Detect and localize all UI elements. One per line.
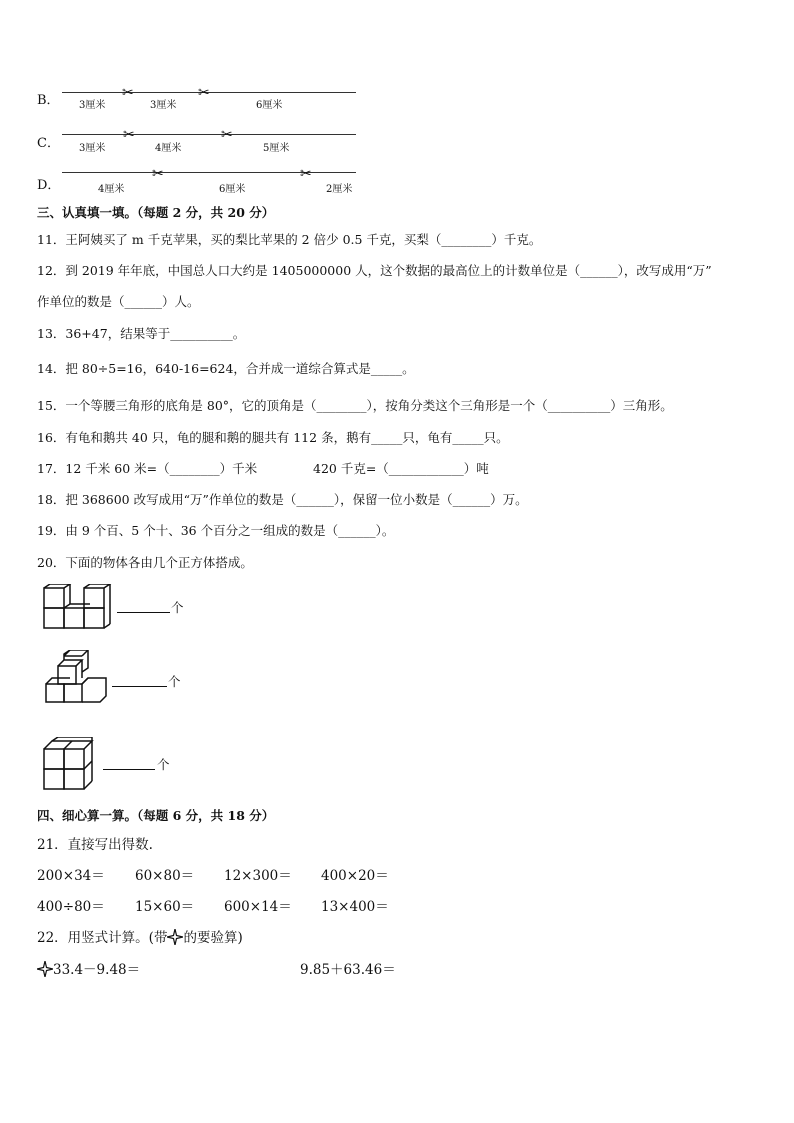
option-c-line (62, 134, 356, 135)
calc-item: 60×80＝ (135, 868, 195, 884)
question-18: 18．把 368600 改写成用“万”作单位的数是（______），保留一位小数是（______）万。 (37, 492, 528, 507)
cube-figure-3 (42, 737, 100, 793)
question-15: 15．一个等腰三角形的底角是 80°，它的顶角是（________），按角分类这个三角形是一个（__________）三角形。 (37, 398, 673, 413)
question-12-line2: 作单位的数是（______）人。 (37, 294, 200, 309)
question-19: 19．由 9 个百、5 个十、36 个百分之一组成的数是（______）。 (37, 523, 395, 538)
scissors-icon: ✂ (123, 127, 135, 143)
unit-label: 个 (171, 600, 184, 615)
calc-item: 200×34＝ (37, 868, 105, 884)
section-4-title: 四、细心算一算。（每题 6 分，共 18 分） (37, 808, 275, 823)
vertical-calc-right: 9.85＋63.46＝ (300, 962, 396, 978)
section-3-title: 三、认真填一填。（每题 2 分，共 20 分） (37, 205, 275, 220)
segment-label: 6厘米 (256, 100, 283, 111)
segment-label: 3厘米 (150, 100, 177, 111)
vertical-calc-left-expr: 33.4－9.48＝ (53, 962, 141, 978)
question-13: 13．36+47，结果等于__________。 (37, 326, 246, 341)
question-22-title-tail: 的要验算) (183, 930, 243, 946)
scissors-icon: ✂ (152, 166, 164, 182)
option-d-line (62, 172, 356, 173)
cube-figure-1 (42, 584, 112, 632)
segment-label: 3厘米 (79, 143, 106, 154)
four-point-star-icon (37, 961, 53, 981)
question-17-part1: 17．12 千米 60 米=（________）千米 (37, 461, 258, 476)
cube-figure-2 (44, 650, 108, 708)
question-22-title-text: 22．用竖式计算。(带 (37, 930, 168, 946)
scissors-icon: ✂ (221, 127, 233, 143)
question-22-title (37, 926, 243, 949)
scissors-icon: ✂ (198, 85, 210, 101)
answer-blank-1[interactable] (117, 612, 170, 613)
option-c-letter: C． (37, 136, 60, 151)
segment-label: 4厘米 (155, 143, 182, 154)
scissors-icon: ✂ (300, 166, 312, 182)
question-17-part2: 420 千克=（____________）吨 (313, 461, 489, 476)
question-11: 11．王阿姨买了 m 千克苹果，买的梨比苹果的 2 倍少 0.5 千克，买梨（________）千克。 (37, 232, 542, 247)
option-b-letter: B． (37, 93, 60, 108)
segment-label: 2厘米 (326, 184, 353, 195)
question-21-title: 21．直接写出得数. (37, 837, 153, 853)
calc-item: 13×400＝ (321, 899, 389, 915)
answer-blank-3[interactable] (103, 769, 155, 770)
question-16: 16．有龟和鹅共 40 只，龟的腿和鹅的腿共有 112 条，鹅有_____只，龟有_____只。 (37, 430, 509, 445)
unit-label: 个 (168, 674, 181, 689)
four-point-star-icon (167, 929, 183, 949)
scissors-icon: ✂ (122, 85, 134, 101)
calc-item: 400÷80＝ (37, 899, 105, 915)
segment-label: 5厘米 (263, 143, 290, 154)
segment-label: 6厘米 (219, 184, 246, 195)
option-d-letter: D． (37, 178, 61, 193)
vertical-calc-left (37, 958, 140, 981)
segment-label: 4厘米 (98, 184, 125, 195)
calc-item: 400×20＝ (321, 868, 389, 884)
calc-item: 15×60＝ (135, 899, 195, 915)
calc-item: 600×14＝ (224, 899, 292, 915)
question-14: 14．把 80÷5=16，640-16=624，合并成一道综合算式是_____。 (37, 361, 415, 376)
question-20: 20．下面的物体各由几个正方体搭成。 (37, 555, 253, 570)
unit-label: 个 (157, 757, 170, 772)
question-12-line1: 12．到 2019 年年底，中国总人口大约是 1405000000 人，这个数据的最高位上的计数单位是（______），改写成用“万” (37, 263, 712, 278)
answer-blank-2[interactable] (112, 686, 167, 687)
calc-item: 12×300＝ (224, 868, 292, 884)
segment-label: 3厘米 (79, 100, 106, 111)
